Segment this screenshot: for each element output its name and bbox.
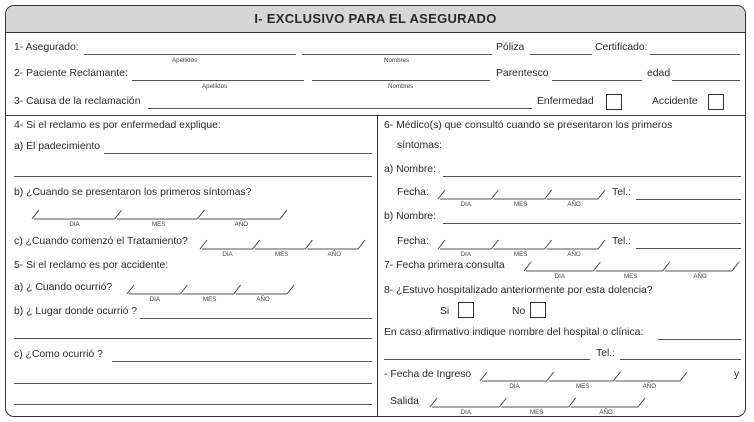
accidente-checkbox[interactable] (708, 94, 724, 110)
date-caption-dia: DIA (69, 221, 80, 228)
date-slash (287, 285, 294, 294)
date-slashes (125, 283, 295, 295)
q6-label: 6- Médico(s) que consultó cuando se presentaron los primeros (384, 120, 673, 131)
date-slash (127, 285, 134, 294)
date-slash (732, 262, 739, 271)
hospital-field-2[interactable] (384, 359, 590, 360)
date-slash (491, 240, 498, 249)
hospital-field[interactable] (658, 339, 741, 340)
date-slash (280, 210, 287, 219)
salida-label: Salida (390, 396, 419, 407)
date-slashes (428, 396, 646, 408)
date-slash (305, 240, 312, 249)
lugar-field[interactable] (140, 318, 372, 319)
asegurado-apellidos-field[interactable] (84, 54, 296, 55)
date-slashes (522, 260, 740, 272)
date-slash (438, 240, 445, 249)
date-caption-ano: AÑO (693, 273, 707, 280)
nombre-b-field[interactable] (443, 223, 741, 224)
date-caption-dia: DIA (509, 383, 520, 390)
nombres-caption: Nombres (384, 57, 410, 64)
fecha-b-label: Fecha: (397, 236, 429, 247)
si-checkbox[interactable] (458, 302, 474, 318)
q7-label: 7- Fecha primera consulta (384, 260, 505, 271)
q8-label: 8- ¿Estuvo hospitalizado anteriormente por esta dolencia? (384, 285, 653, 296)
date-caption-mes: MES (275, 251, 289, 258)
enfermedad-label: Enfermedad (537, 96, 594, 107)
date-caption-mes: MES (514, 251, 528, 258)
date-slash (430, 398, 437, 407)
tel-a-label: Tel.: (612, 187, 632, 198)
date-slash (200, 240, 207, 249)
date-caption-dia: DIA (222, 251, 233, 258)
section-divider-vertical (377, 115, 378, 417)
fecha-a-date[interactable] (436, 188, 606, 210)
date-caption-dia: DIA (460, 409, 471, 416)
date-slash (499, 398, 506, 407)
como-label: c) ¿Como ocurrió ? (14, 349, 103, 360)
edad-label: edad (647, 68, 671, 79)
si-label: Si (440, 306, 450, 317)
como-field-3[interactable] (14, 404, 372, 405)
y-label: y (734, 369, 740, 380)
date-caption-ano: AÑO (567, 201, 581, 208)
nombre-a-field[interactable] (443, 176, 741, 177)
no-label: No (512, 306, 526, 317)
date-slashes (436, 188, 606, 200)
sintomas-label: b) ¿Cuando se presentaron los primeros síntomas? (14, 187, 252, 198)
tel-hospital-label: Tel.: (596, 348, 616, 359)
date-caption-dia: DIA (460, 201, 471, 208)
padecimiento-field[interactable] (104, 153, 372, 154)
lugar-field-2[interactable] (14, 338, 372, 339)
ingreso-date[interactable] (478, 370, 688, 392)
ingreso-label: - Fecha de Ingreso (384, 369, 472, 380)
certificado-field[interactable] (650, 54, 740, 55)
nombre-a-label: a) Nombre: (384, 164, 436, 175)
date-slash (593, 262, 600, 271)
date-caption-dia: DIA (149, 296, 160, 303)
causa-label: 3- Causa de la reclamación (14, 96, 141, 107)
no-checkbox[interactable] (530, 302, 546, 318)
asegurado-label: 1- Asegurado: (14, 42, 79, 53)
date-slash (491, 190, 498, 199)
lugar-label: b) ¿ Lugar donde ocurrió ? (14, 306, 138, 317)
date-slash (253, 240, 260, 249)
date-caption-ano: AÑO (599, 409, 613, 416)
date-caption-mes: MES (514, 201, 528, 208)
salida-date[interactable] (428, 396, 646, 418)
como-field[interactable] (112, 361, 372, 362)
como-field-2[interactable] (14, 383, 372, 384)
date-caption-ano: AÑO (234, 221, 249, 228)
poliza-field[interactable] (530, 54, 592, 55)
hospital-label: En caso afirmativo indique nombre del hospital o clínica: (384, 327, 644, 338)
date-caption-ano: AÑO (642, 383, 657, 390)
fecha-a-label: Fecha: (397, 187, 429, 198)
nombres-caption-2: Nombres (388, 83, 414, 90)
date-slash (545, 240, 552, 249)
primera-consulta-date[interactable] (522, 260, 740, 282)
date-caption-mes: MES (530, 409, 544, 416)
padecimiento-label: a) El padecimiento (14, 141, 101, 152)
section-divider-horizontal (5, 115, 746, 116)
date-slash (613, 372, 620, 381)
date-caption-mes: MES (152, 221, 166, 228)
tel-hospital-field[interactable] (620, 359, 741, 360)
q5-label: 5- Si el reclamo es por accidente: (14, 260, 169, 271)
date-caption-ano: AÑO (567, 251, 581, 258)
tel-b-label: Tel.: (612, 236, 632, 247)
date-slash (569, 398, 576, 407)
tel-b-field[interactable] (636, 248, 741, 249)
date-caption-dia: DIA (460, 251, 471, 258)
q6-label-2: síntomas: (397, 140, 443, 151)
cuando-date[interactable] (125, 283, 295, 305)
date-slashes (436, 238, 606, 250)
date-slash (438, 190, 445, 199)
date-slashes (30, 208, 288, 220)
tel-a-field[interactable] (636, 199, 741, 200)
date-slash (663, 262, 670, 271)
date-slash (638, 398, 645, 407)
edad-field[interactable] (672, 80, 740, 81)
fecha-b-date[interactable] (436, 238, 606, 260)
date-slash (680, 372, 687, 381)
tratamiento-date[interactable] (198, 238, 366, 260)
date-slashes (198, 238, 366, 250)
date-slash (197, 210, 204, 219)
parentesco-field[interactable] (552, 80, 642, 81)
poliza-label: Póliza (496, 42, 525, 53)
date-slash (598, 240, 605, 249)
cuando-label: a) ¿ Cuando ocurrió? (14, 282, 113, 293)
apellidos-caption: Apellidos (172, 57, 198, 64)
date-slash (234, 285, 241, 294)
paciente-label: 2- Paciente Reclamante: (14, 68, 128, 79)
date-slash (358, 240, 365, 249)
asegurado-nombres-field[interactable] (302, 54, 492, 55)
paciente-apellidos-field[interactable] (132, 80, 304, 81)
paciente-nombres-field[interactable] (312, 80, 490, 81)
padecimiento-field-2[interactable] (14, 176, 372, 177)
date-caption-mes: MES (576, 383, 590, 390)
apellidos-caption-2: Apellidos (202, 83, 228, 90)
accidente-label: Accidente (652, 96, 698, 107)
date-slash (32, 210, 39, 219)
date-slash (115, 210, 122, 219)
date-caption-mes: MES (203, 296, 217, 303)
enfermedad-checkbox[interactable] (606, 94, 622, 110)
section-title: I- EXCLUSIVO PARA EL ASEGURADO (6, 6, 745, 33)
parentesco-label: Parentesco (496, 68, 549, 79)
certificado-label: Certificado: (595, 42, 648, 53)
date-slash (524, 262, 531, 271)
date-slash (545, 190, 552, 199)
date-slashes (478, 370, 688, 382)
date-caption-dia: DIA (554, 273, 565, 280)
date-slash (598, 190, 605, 199)
date-caption-ano: AÑO (256, 296, 270, 303)
date-slash (480, 372, 487, 381)
sintomas-date[interactable] (30, 208, 288, 230)
date-caption-ano: AÑO (327, 251, 342, 258)
date-slash (547, 372, 554, 381)
causa-field[interactable] (148, 108, 532, 109)
tratamiento-label: c) ¿Cuando comenzó el Tratamiento? (14, 236, 188, 247)
nombre-b-label: b) Nombre: (384, 211, 436, 222)
q4-label: 4- Si el reclamo es por enfermedad explique: (14, 120, 221, 131)
date-caption-mes: MES (624, 273, 638, 280)
date-slash (180, 285, 187, 294)
